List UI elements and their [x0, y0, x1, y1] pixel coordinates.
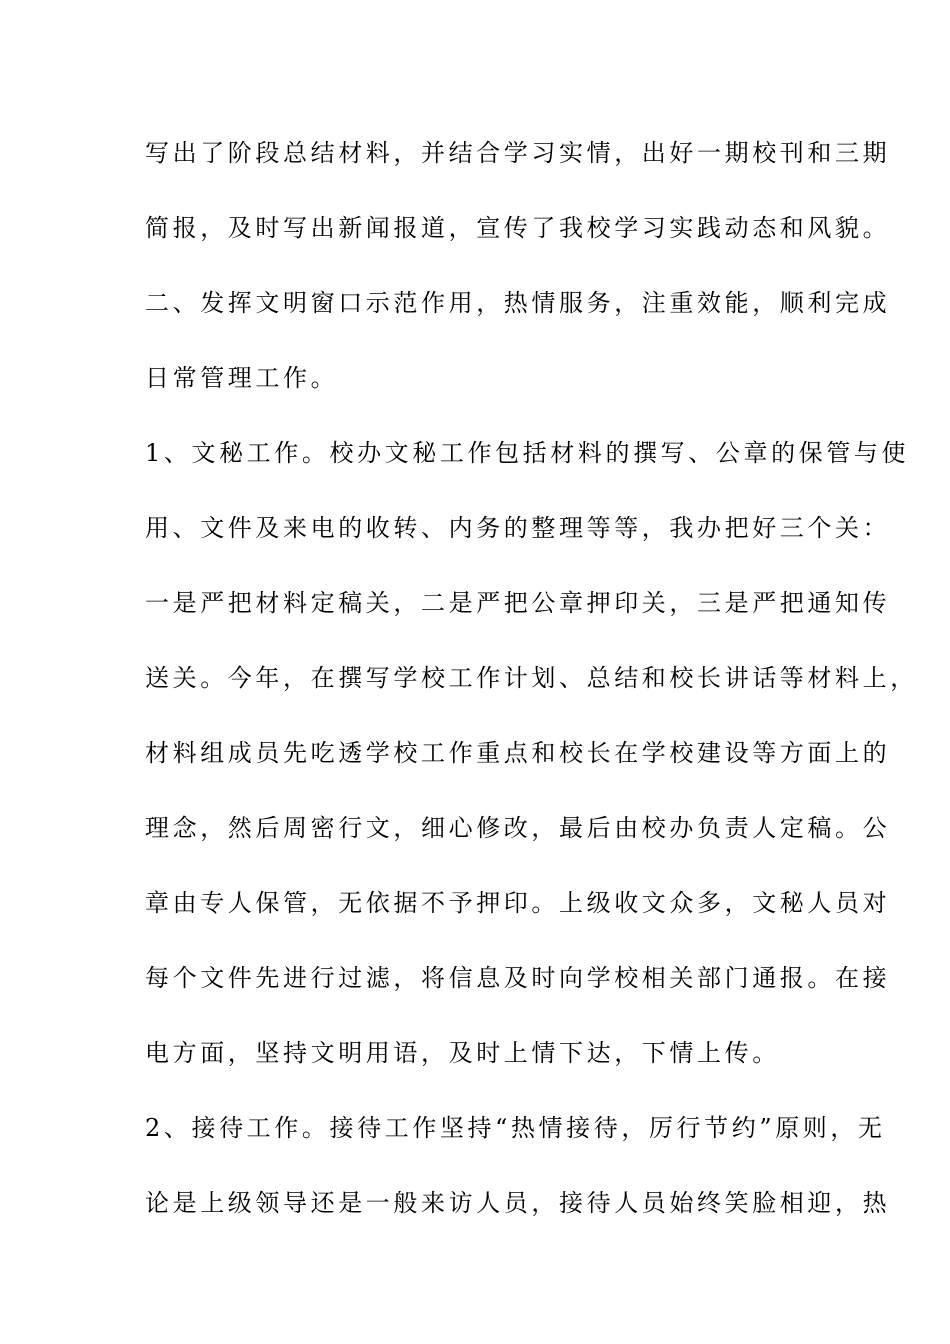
body-line-8: 送关。今年，在撰写学校工作计划、总结和校长讲话等材料上，	[145, 664, 918, 692]
body-line-7: 一是严把材料定稿关，二是严把公章押印关，三是严把通知传	[145, 589, 891, 617]
section-heading-line-2: 日常管理工作。	[145, 364, 339, 392]
body-line-15: 论是上级领导还是一般来访人员，接待人员始终笑脸相迎，热	[145, 1189, 891, 1217]
body-line-9: 材料组成员先吃透学校工作重点和校长在学校建设等方面上的	[145, 739, 891, 767]
body-line-6: 用、文件及来电的收转、内务的整理等等，我办把好三个关：	[145, 514, 891, 542]
document-body	[145, 130, 918, 1255]
body-line-1: 写出了阶段总结材料，并结合学习实情，出好一期校刊和三期	[145, 139, 891, 167]
body-line-5: 1、文秘工作。校办文秘工作包括材料的撰写、公章的保管与使	[145, 439, 910, 467]
body-line-2: 简报，及时写出新闻报道，宣传了我校学习实践动态和风貌。	[145, 214, 891, 242]
body-line-14: 2、接待工作。接待工作坚持“热情接待，厉行节约”原则，无	[145, 1114, 886, 1142]
body-line-12: 每个文件先进行过滤，将信息及时向学校相关部门通报。在接	[145, 964, 891, 992]
body-line-10: 理念，然后周密行文，细心修改，最后由校办负责人定稿。公	[145, 814, 891, 842]
section-heading-line-1: 二、发挥文明窗口示范作用，热情服务，注重效能，顺利完成	[145, 289, 891, 317]
body-line-11: 章由专人保管，无依据不予押印。上级收文众多，文秘人员对	[145, 889, 891, 917]
body-line-13: 电方面，坚持文明用语，及时上情下达，下情上传。	[145, 1039, 780, 1067]
